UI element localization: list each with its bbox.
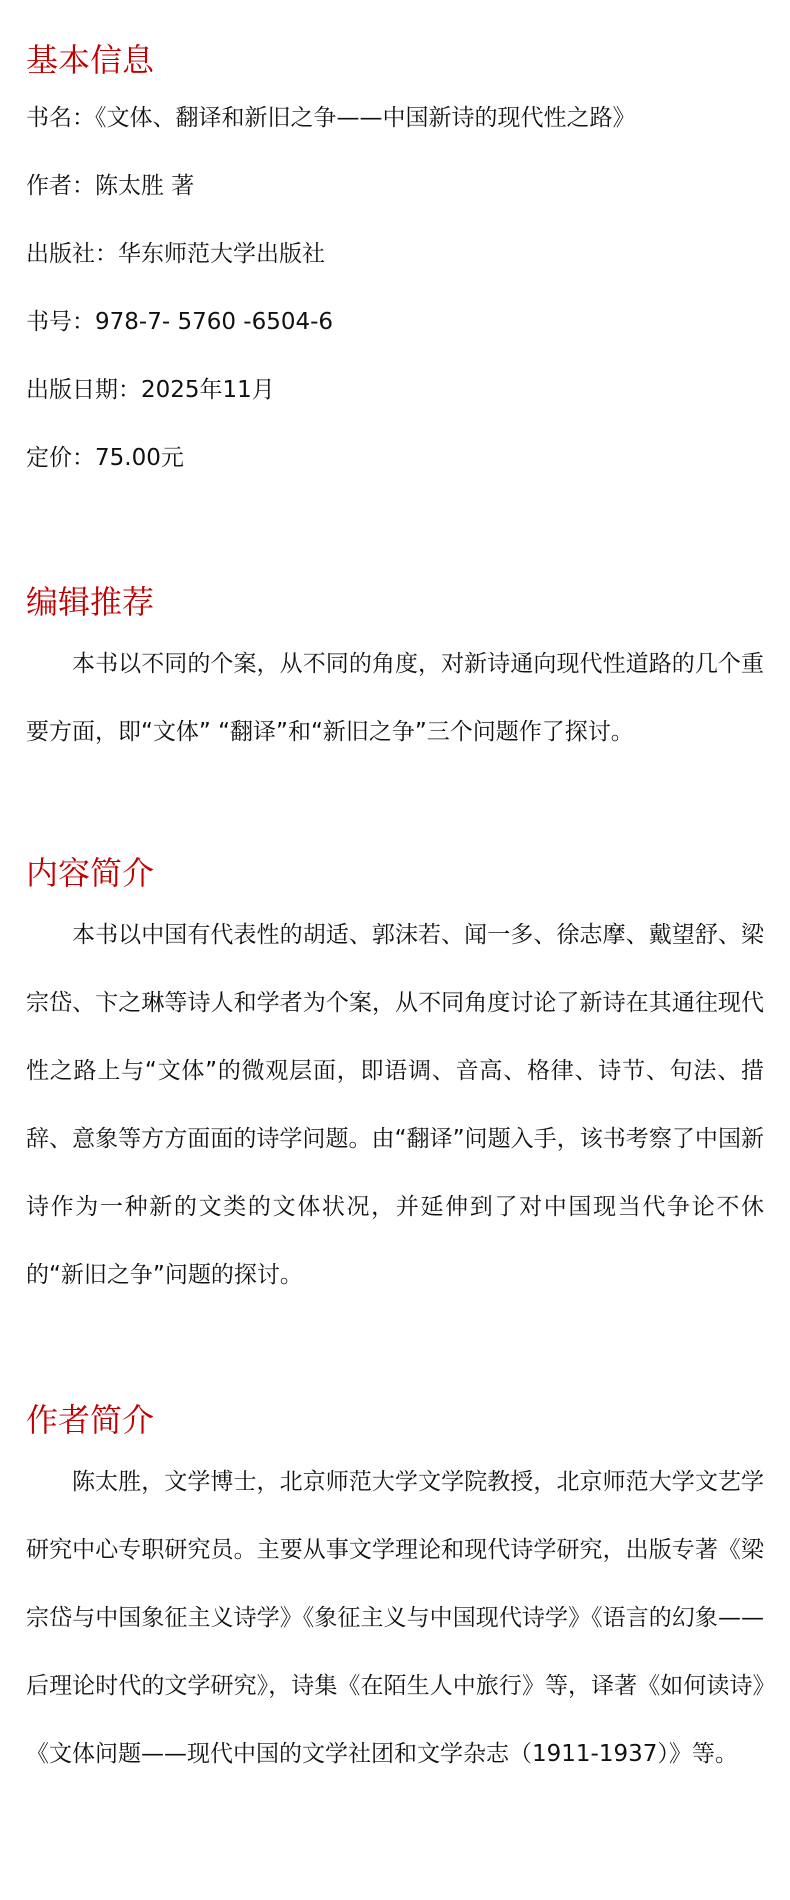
author-intro-heading: 作者简介 [26,1401,155,1439]
content-summary-section [26,853,764,1309]
publish-date-line: 出版日期：2025年11月 [26,377,275,403]
author-intro-text: 陈太胜，文学博士，北京师范大学文学院教授，北京师范大学文艺学研究中心专职研究员。主要从事文学理论和现代诗学研究，出版专著《梁宗岱与中国象征主义诗学》《象征主义与中国现代诗学》《语言的幻象——后理论时代的文学研究》，诗集《在陌生人中旅行》等，译著《如何读诗》《文体问题——现代中国的文学社团和文学杂志（1911-1937）》等。 [26,1469,764,1767]
publisher-line: 出版社：华东师范大学出版社 [26,241,325,267]
isbn-line: 书号：978-7- 5760 -6504-6 [26,309,334,335]
author-intro-section [26,1400,764,1788]
content-summary-body [26,901,764,1309]
basic-info-section [26,40,764,511]
editor-recommendation-body [26,630,764,766]
author-intro-body [26,1448,764,1788]
editor-recommendation-text: 本书以不同的个案，从不同的角度，对新诗通向现代性道路的几个重要方面，即“文体” “翻译”和“新旧之争”三个问题作了探讨。 [26,651,764,745]
price-line: 定价：75.00元 [26,445,184,471]
author-line: 作者：陈太胜 著 [26,173,195,199]
basic-info-heading: 基本信息 [26,41,155,79]
book-title-line: 书名：《文体、翻译和新旧之争——中国新诗的现代性之路》 [26,105,636,131]
content-summary-text: 本书以中国有代表性的胡适、郭沫若、闻一多、徐志摩、戴望舒、梁宗岱、卞之琳等诗人和学者为个案，从不同角度讨论了新诗在其通往现代性之路上与“文体”的微观层面，即语调、音高、格律、诗节、句法、措辞、意象等方方面面的诗学问题。由“翻译”问题入手，该书考察了中国新诗作为一种新的文类的文体状况，并延伸到了对中国现当代争论不休的“新旧之争”问题的探讨。 [26,922,764,1288]
content-summary-heading: 内容简介 [26,854,155,892]
editor-recommendation-heading: 编辑推荐 [26,583,155,621]
editor-recommendation-section [26,582,764,766]
